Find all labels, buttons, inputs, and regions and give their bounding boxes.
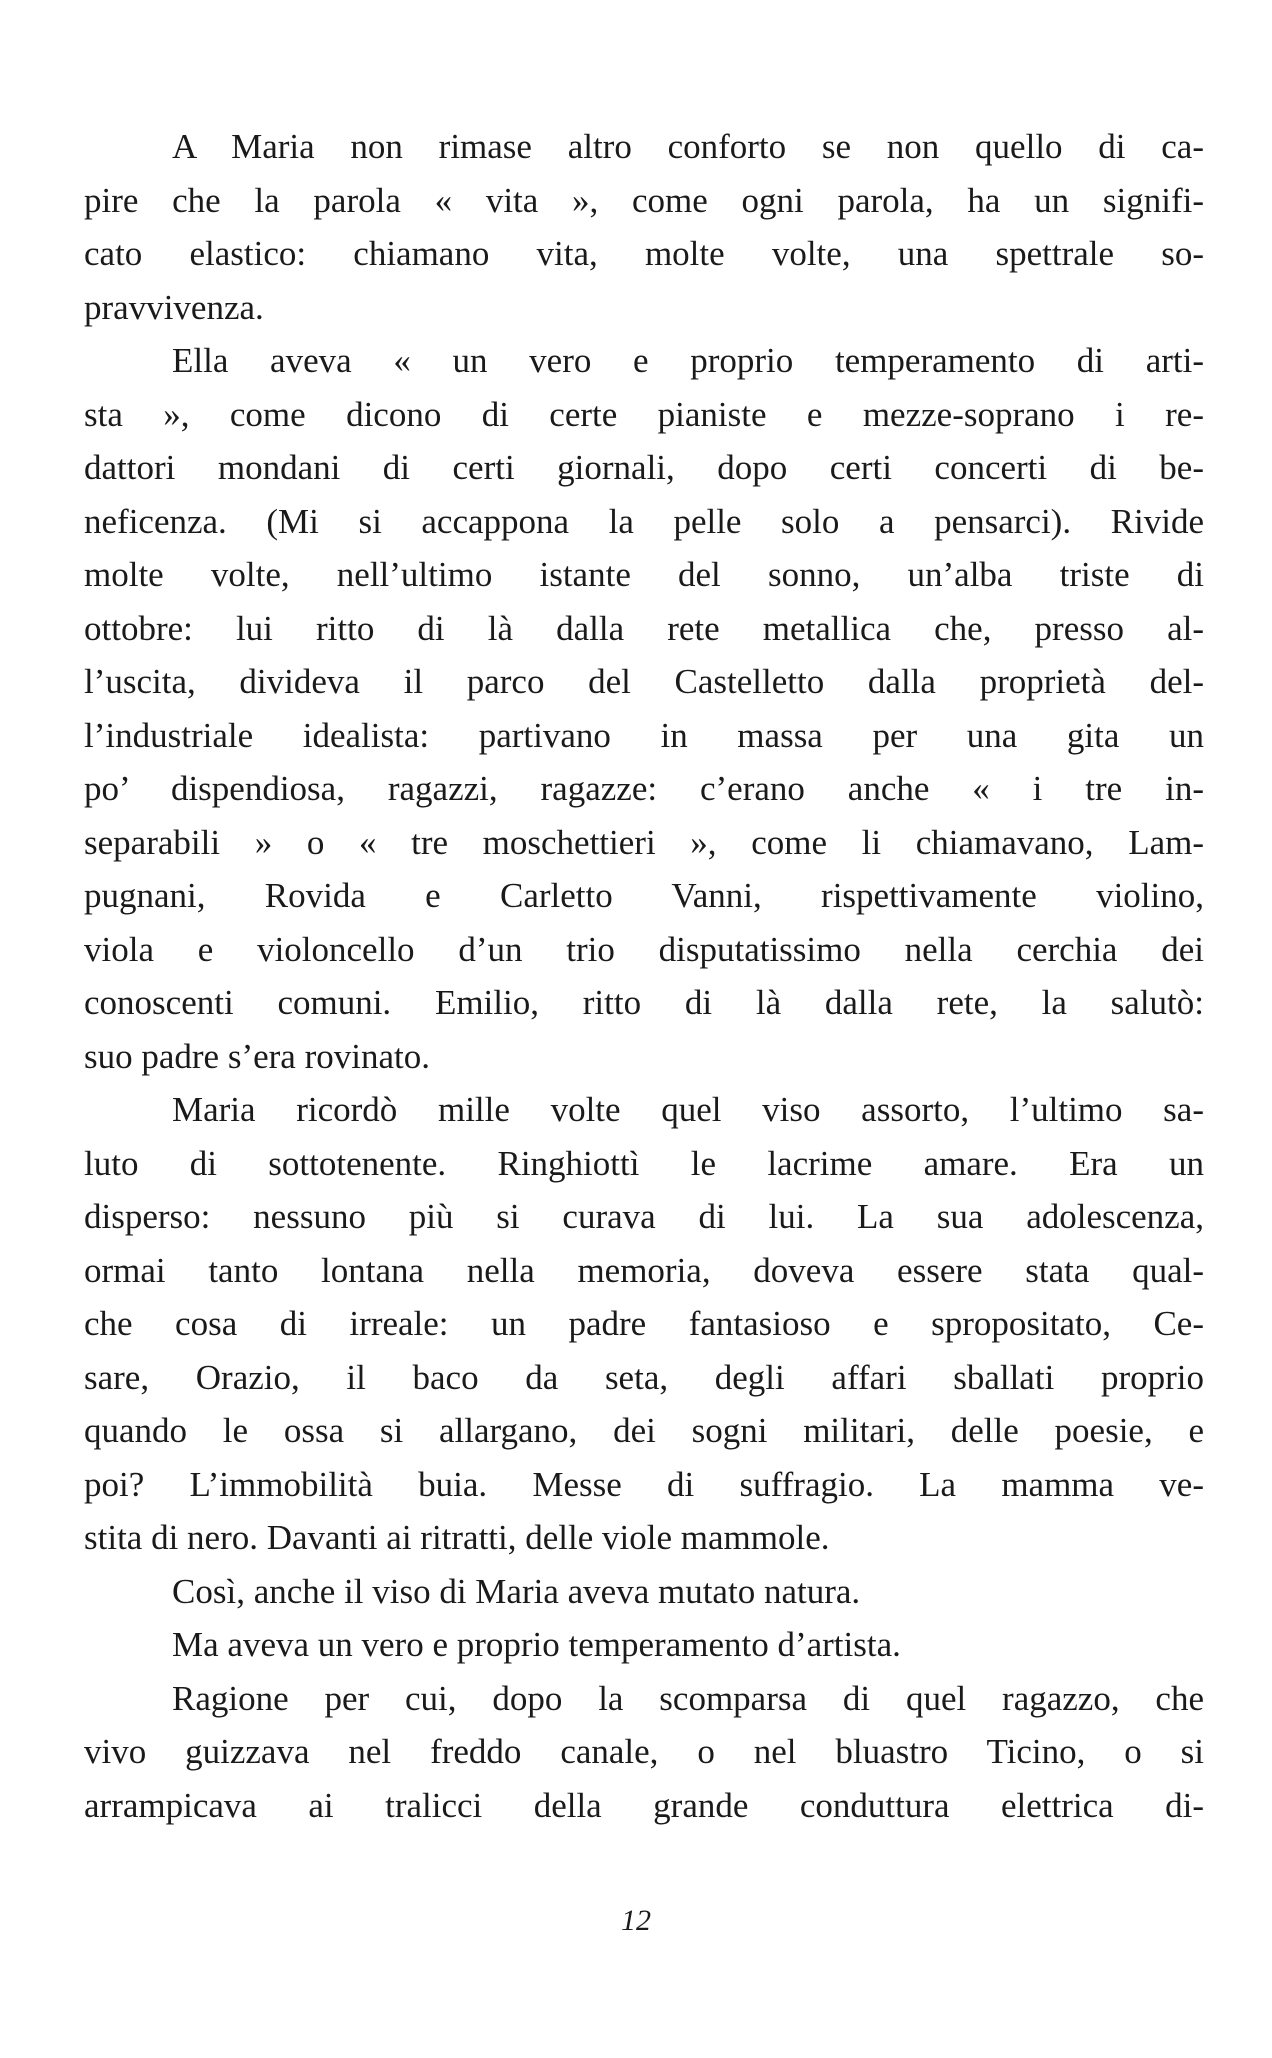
text-line: suo padre s’era rovinato. <box>84 1036 430 1076</box>
text-line: sare, Orazio, il baco da seta, degli affari sballati proprio <box>84 1357 1204 1397</box>
text-line: stita di nero. Davanti ai ritratti, delle viole mammole. <box>84 1518 830 1557</box>
text-line: pravvivenza. <box>84 287 264 327</box>
text-line: l’industriale idealista: partivano in massa per una gita un <box>84 715 1204 755</box>
page-number: 12 <box>621 1904 651 1937</box>
text-line: che cosa di irreale: un padre fantasioso e spropositato, Ce- <box>84 1304 1204 1343</box>
body-text <box>84 120 1204 1832</box>
text-line: disperso: nessuno più si curava di lui. La sua adolescenza, <box>84 1197 1204 1236</box>
text-line: Ella aveva « un vero e proprio temperamento di arti- <box>172 341 1204 380</box>
text-line: vivo guizzava nel freddo canale, o nel bluastro Ticino, o si <box>84 1732 1204 1771</box>
text-line: ormai tanto lontana nella memoria, doveva essere stata qual- <box>84 1250 1204 1290</box>
text-line: Così, anche il viso di Maria aveva mutato natura. <box>172 1571 861 1611</box>
text-line: ottobre: lui ritto di là dalla rete metallica che, presso al- <box>84 608 1204 648</box>
text-line: A Maria non rimase altro conforto se non quello di ca- <box>172 127 1204 166</box>
text-line: poi? L’immobilità buia. Messe di suffragio. La mamma ve- <box>84 1464 1204 1504</box>
text-line: arrampicava ai tralicci della grande conduttura elettrica di- <box>84 1785 1204 1825</box>
text-line: quando le ossa si allargano, dei sogni militari, delle poesie, e <box>84 1411 1204 1450</box>
text-line: l’uscita, divideva il parco del Castelletto dalla proprietà del- <box>84 662 1204 701</box>
text-line: separabili » o « tre moschettieri », come li chiamavano, Lam- <box>84 822 1204 862</box>
text-line: neficenza. (Mi si accappona la pelle solo a pensarci). Rivide <box>84 501 1204 541</box>
text-line: pire che la parola « vita », come ogni parola, ha un signifi- <box>84 180 1204 220</box>
text-line: dattori mondani di certi giornali, dopo certi concerti di be- <box>84 448 1204 487</box>
text-line: conoscenti comuni. Emilio, ritto di là dalla rete, la salutò: <box>84 983 1204 1022</box>
text-line: Ma aveva un vero e proprio temperamento d’artista. <box>172 1625 901 1664</box>
text-line: Ragione per cui, dopo la scomparsa di quel ragazzo, che <box>172 1678 1204 1718</box>
text-line: viola e violoncello d’un trio disputatissimo nella cerchia dei <box>84 929 1204 969</box>
text-line: Maria ricordò mille volte quel viso assorto, l’ultimo sa- <box>172 1090 1204 1129</box>
text-line: pugnani, Rovida e Carletto Vanni, rispettivamente violino, <box>84 876 1204 915</box>
text-line: po’ dispendiosa, ragazzi, ragazze: c’erano anche « i tre in- <box>84 769 1204 808</box>
text-line: molte volte, nell’ultimo istante del sonno, un’alba triste di <box>84 555 1204 594</box>
text-line: cato elastico: chiamano vita, molte volte, una spettrale so- <box>84 234 1204 273</box>
text-line: sta », come dicono di certe pianiste e mezze-soprano i re- <box>84 394 1204 434</box>
text-line: luto di sottotenente. Ringhiottì le lacrime amare. Era un <box>84 1143 1204 1183</box>
